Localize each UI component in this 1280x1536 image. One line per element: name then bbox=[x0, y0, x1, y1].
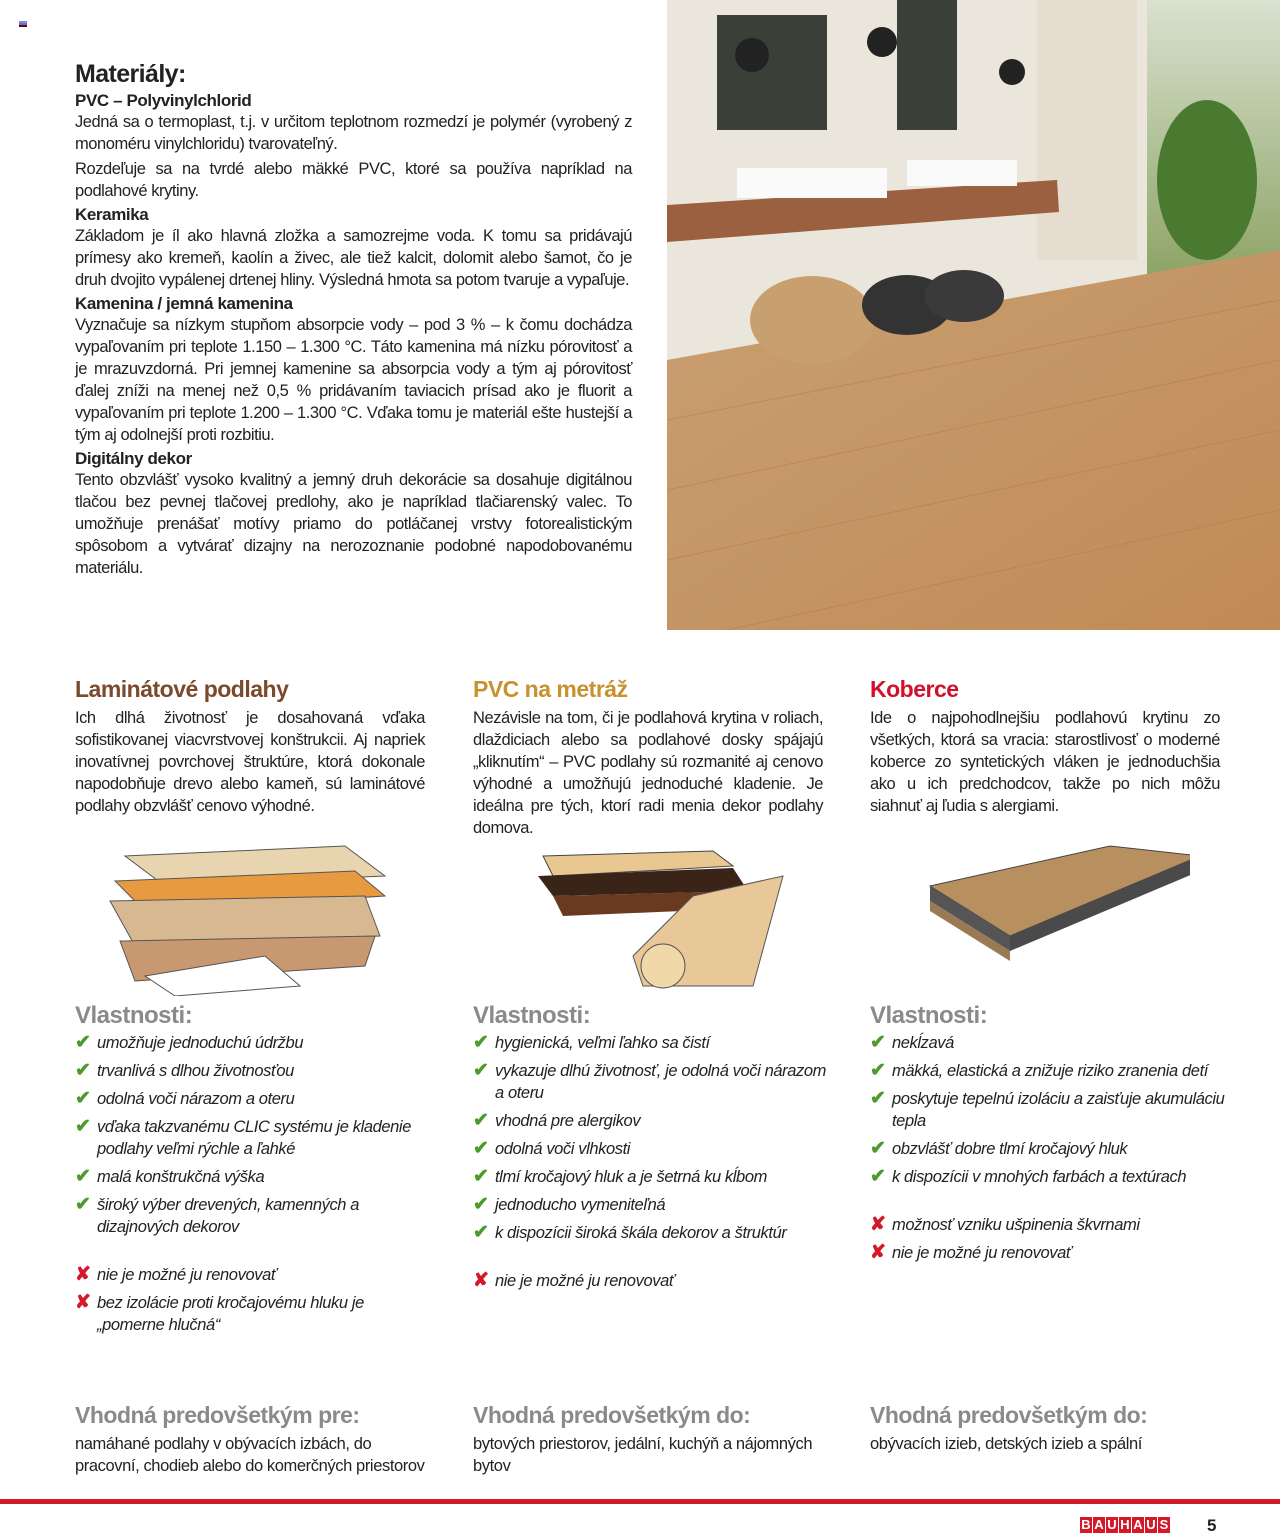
pro-item bbox=[75, 1116, 435, 1160]
logo-letter: S bbox=[1159, 1517, 1169, 1532]
pro-item bbox=[75, 1166, 435, 1188]
column-description: Nezávisle na tom, či je podlahová krytina v roliach, dlaždiciach alebo sa podlahové dosky spájajú „kliknutím“ – PVC podlahy sú rozmanité aj cenovo výhodné a umožňujú jednoduché kladenie. Je ideálna pre tých, ktorí radi menia dekor podlahy domova. bbox=[473, 709, 823, 837]
pro-item bbox=[75, 1194, 435, 1238]
logo-letter: H bbox=[1120, 1517, 1130, 1532]
pro-text: široký výber drevených, kamenných a dizajnových dekorov bbox=[97, 1196, 360, 1236]
material-paragraph: Rozdeľuje sa na tvrdé alebo mäkké PVC, ktoré sa používa napríklad na podlahové krytiny. bbox=[75, 160, 632, 200]
material-paragraph: Základom je íl ako hlavná zložka a samozrejme voda. K tomu sa pridávajú prímesy ako kremeň, kaolín a živec, ale tiež kalcit, dolomit alebo šamot, čo je druh dvojito vypálenej drtenej hliny. Výsledná hmota sa potom tvaruje a vypaľuje. bbox=[75, 227, 632, 289]
materials-section bbox=[75, 60, 632, 582]
cross-icon: ✘ bbox=[75, 1264, 91, 1285]
flooring-illustration bbox=[493, 836, 793, 996]
pro-item bbox=[75, 1088, 435, 1110]
check-icon: ✔ bbox=[473, 1138, 489, 1159]
material-paragraph: Jedná sa o termoplast, t.j. v určitom teplotnom rozmedzí je polymér (vyrobený z monoméru vinylchloridu) tvarovateľný. bbox=[75, 113, 632, 153]
pros-list bbox=[75, 1032, 435, 1238]
pro-item bbox=[75, 1032, 435, 1054]
pro-item bbox=[473, 1138, 833, 1160]
color-marks bbox=[19, 21, 27, 27]
pro-text: vykazuje dlhú životnosť, je odolná voči nárazom a oteru bbox=[495, 1062, 826, 1102]
pro-item bbox=[473, 1110, 833, 1132]
pro-item bbox=[75, 1060, 435, 1082]
flooring-column bbox=[75, 676, 425, 1334]
con-item bbox=[870, 1242, 1230, 1264]
pro-item bbox=[870, 1060, 1230, 1082]
check-icon: ✔ bbox=[75, 1088, 91, 1109]
flooring-illustration bbox=[890, 836, 1190, 996]
column-description: Ide o najpohodlnejšiu podlahovú krytinu zo všetkých, ktorá sa vracia: starostlivosť o moderné koberce zo syntetických vláken je jednoduchšia ako u ich predchodcov, takže po nich môžu siahnuť aj ľudia s alergiami. bbox=[870, 709, 1220, 815]
cons-list bbox=[870, 1214, 1230, 1264]
pros-list bbox=[870, 1032, 1230, 1188]
suitable-text: namáhané podlahy v obývacích izbách, do pracovní, chodieb alebo do komerčných priestorov bbox=[75, 1435, 425, 1475]
material-heading: Keramika bbox=[75, 205, 149, 224]
page-number: 5 bbox=[1207, 1516, 1217, 1535]
pros-list bbox=[473, 1032, 833, 1244]
check-icon: ✔ bbox=[870, 1060, 886, 1081]
pro-text: tlmí kročajový hluk a je šetrná ku kĺbom bbox=[495, 1168, 767, 1186]
column-title: PVC na metráž bbox=[473, 676, 628, 702]
pro-text: hygienická, veľmi ľahko sa čistí bbox=[495, 1034, 710, 1052]
check-icon: ✔ bbox=[870, 1032, 886, 1053]
material-heading: Kamenina / jemná kamenina bbox=[75, 294, 293, 313]
check-icon: ✔ bbox=[75, 1194, 91, 1215]
check-icon: ✔ bbox=[75, 1060, 91, 1081]
check-icon: ✔ bbox=[870, 1166, 886, 1187]
con-item bbox=[75, 1264, 435, 1286]
cross-icon: ✘ bbox=[870, 1214, 886, 1235]
flooring-column bbox=[473, 676, 826, 1291]
pro-item bbox=[473, 1032, 833, 1054]
cons-list bbox=[75, 1264, 435, 1336]
properties bbox=[473, 1002, 833, 1298]
con-text: možnosť vzniku ušpinenia škvrnami bbox=[892, 1216, 1140, 1234]
logo-letter: U bbox=[1107, 1517, 1117, 1532]
check-icon: ✔ bbox=[75, 1166, 91, 1187]
pro-text: obzvlášť dobre tlmí kročajový hluk bbox=[892, 1140, 1128, 1158]
bathroom-floor-photo bbox=[667, 0, 1280, 630]
suitable-text: obývacích izieb, detských izieb a spální bbox=[870, 1435, 1142, 1453]
check-icon: ✔ bbox=[870, 1088, 886, 1109]
column-title: Koberce bbox=[870, 676, 959, 702]
con-text: nie je možné ju renovovať bbox=[892, 1244, 1072, 1262]
logo-letter: U bbox=[1146, 1517, 1156, 1532]
materials-title: Materiály: bbox=[75, 60, 186, 88]
cross-icon: ✘ bbox=[870, 1242, 886, 1263]
con-text: nie je možné ju renovovať bbox=[495, 1272, 675, 1290]
material-paragraph: Vyznačuje sa nízkym stupňom absorpcie vody – pod 3 % – k čomu dochádza vypaľovaním pri teplote 1.150 – 1.300 °C. Táto kamenina má nízku pórovitosť a je mrazuvzdorná. Pri jemnej kamenine sa absorpcia vody a tým aj pórovitosť ďalej zníži na menej než 0,5 % pridávaním taviacich prísad ako je fluorit a vypaľovaním pri teplote 1.200 – 1.300 °C. Vďaka tomu je materiál ešte hustejší a tým aj odolnejší proti rozbitiu. bbox=[75, 316, 632, 444]
pro-text: k dispozícii v mnohých farbách a textúrach bbox=[892, 1168, 1187, 1186]
pro-item bbox=[870, 1166, 1230, 1188]
pro-text: umožňuje jednoduchú údržbu bbox=[97, 1034, 304, 1052]
logo-letter: A bbox=[1094, 1517, 1104, 1532]
flooring-illustration bbox=[95, 836, 395, 996]
suitable-for bbox=[473, 1402, 833, 1477]
pro-text: mäkká, elastická a znižuje riziko zranenia detí bbox=[892, 1062, 1208, 1080]
con-item bbox=[473, 1270, 833, 1292]
pro-text: vhodná pre alergikov bbox=[495, 1112, 641, 1130]
cross-icon: ✘ bbox=[473, 1270, 489, 1291]
suitable-for bbox=[75, 1402, 435, 1477]
pro-text: vďaka takzvanému CLIC systému je kladenie podlahy veľmi rýchle a ľahké bbox=[97, 1118, 411, 1158]
suitable-label: Vhodná predovšetkým do: bbox=[473, 1402, 751, 1428]
bauhaus-logo bbox=[1080, 1517, 1170, 1533]
check-icon: ✔ bbox=[473, 1194, 489, 1215]
properties bbox=[75, 1002, 435, 1342]
pro-text: jednoducho vymeniteľná bbox=[495, 1196, 666, 1214]
pro-item bbox=[870, 1032, 1230, 1054]
logo-letter: A bbox=[1133, 1517, 1143, 1532]
material-paragraph: Tento obzvlášť vysoko kvalitný a jemný druh dekorácie sa dosahuje digitálnou tlačou bez pevnej tlačovej predlohy, ako je napríklad tlačiarenský valec. To umožňuje prenášať motívy priamo do potláčanej vrstvy fotorealistickým spôsobom a vytvárať dizajny na nerozoznanie podobné napodobovanému materiálu. bbox=[75, 471, 632, 577]
pro-text: odolná voči nárazom a oteru bbox=[97, 1090, 295, 1108]
pro-text: odolná voči vlhkosti bbox=[495, 1140, 631, 1158]
suitable-for bbox=[870, 1402, 1230, 1455]
column-title: Laminátové podlahy bbox=[75, 676, 289, 702]
properties-label: Vlastnosti: bbox=[473, 1002, 591, 1029]
suitable-label: Vhodná predovšetkým pre: bbox=[75, 1402, 360, 1428]
properties bbox=[870, 1002, 1230, 1270]
cross-icon: ✘ bbox=[75, 1292, 91, 1313]
pro-item bbox=[473, 1222, 833, 1244]
pro-item bbox=[473, 1194, 833, 1216]
pro-text: trvanlivá s dlhou životnosťou bbox=[97, 1062, 294, 1080]
con-item bbox=[870, 1214, 1230, 1236]
flooring-column bbox=[870, 676, 1225, 1263]
check-icon: ✔ bbox=[870, 1138, 886, 1159]
check-icon: ✔ bbox=[473, 1166, 489, 1187]
pro-item bbox=[870, 1138, 1230, 1160]
pro-item bbox=[473, 1166, 833, 1188]
material-heading: Digitálny dekor bbox=[75, 449, 192, 468]
con-item bbox=[75, 1292, 435, 1336]
suitable-label: Vhodná predovšetkým do: bbox=[870, 1402, 1148, 1428]
column-description: Ich dlhá životnosť je dosahovaná vďaka sofistikovanej viacvrstvovej konštrukcii. Aj napriek inovatívnej povrchovej štruktúre, ktorá dokonale napodobňuje drevo alebo kameň, sú laminátové podlahy obzvlášť cenovo výhodné. bbox=[75, 709, 425, 815]
check-icon: ✔ bbox=[75, 1032, 91, 1053]
properties-label: Vlastnosti: bbox=[75, 1002, 193, 1029]
check-icon: ✔ bbox=[473, 1032, 489, 1053]
pro-text: nekĺzavá bbox=[892, 1034, 954, 1052]
properties-label: Vlastnosti: bbox=[870, 1002, 988, 1029]
pro-text: k dispozícii široká škála dekorov a štruktúr bbox=[495, 1224, 787, 1242]
suitable-text: bytových priestorov, jedální, kuchýň a nájomných bytov bbox=[473, 1435, 813, 1475]
footer-rule bbox=[0, 1499, 1280, 1504]
check-icon: ✔ bbox=[473, 1222, 489, 1243]
pro-item bbox=[473, 1060, 833, 1104]
cons-list bbox=[473, 1270, 833, 1292]
pro-text: poskytuje tepelnú izoláciu a zaisťuje akumuláciu tepla bbox=[892, 1090, 1225, 1130]
check-icon: ✔ bbox=[473, 1110, 489, 1131]
check-icon: ✔ bbox=[473, 1060, 489, 1081]
pro-text: malá konštrukčná výška bbox=[97, 1168, 265, 1186]
logo-letter: B bbox=[1081, 1517, 1091, 1532]
material-heading: PVC – Polyvinylchlorid bbox=[75, 91, 252, 110]
con-text: nie je možné ju renovovať bbox=[97, 1266, 277, 1284]
pro-item bbox=[870, 1088, 1230, 1132]
con-text: bez izolácie proti kročajovému hluku je „pomerne hlučná“ bbox=[97, 1294, 364, 1334]
check-icon: ✔ bbox=[75, 1116, 91, 1137]
